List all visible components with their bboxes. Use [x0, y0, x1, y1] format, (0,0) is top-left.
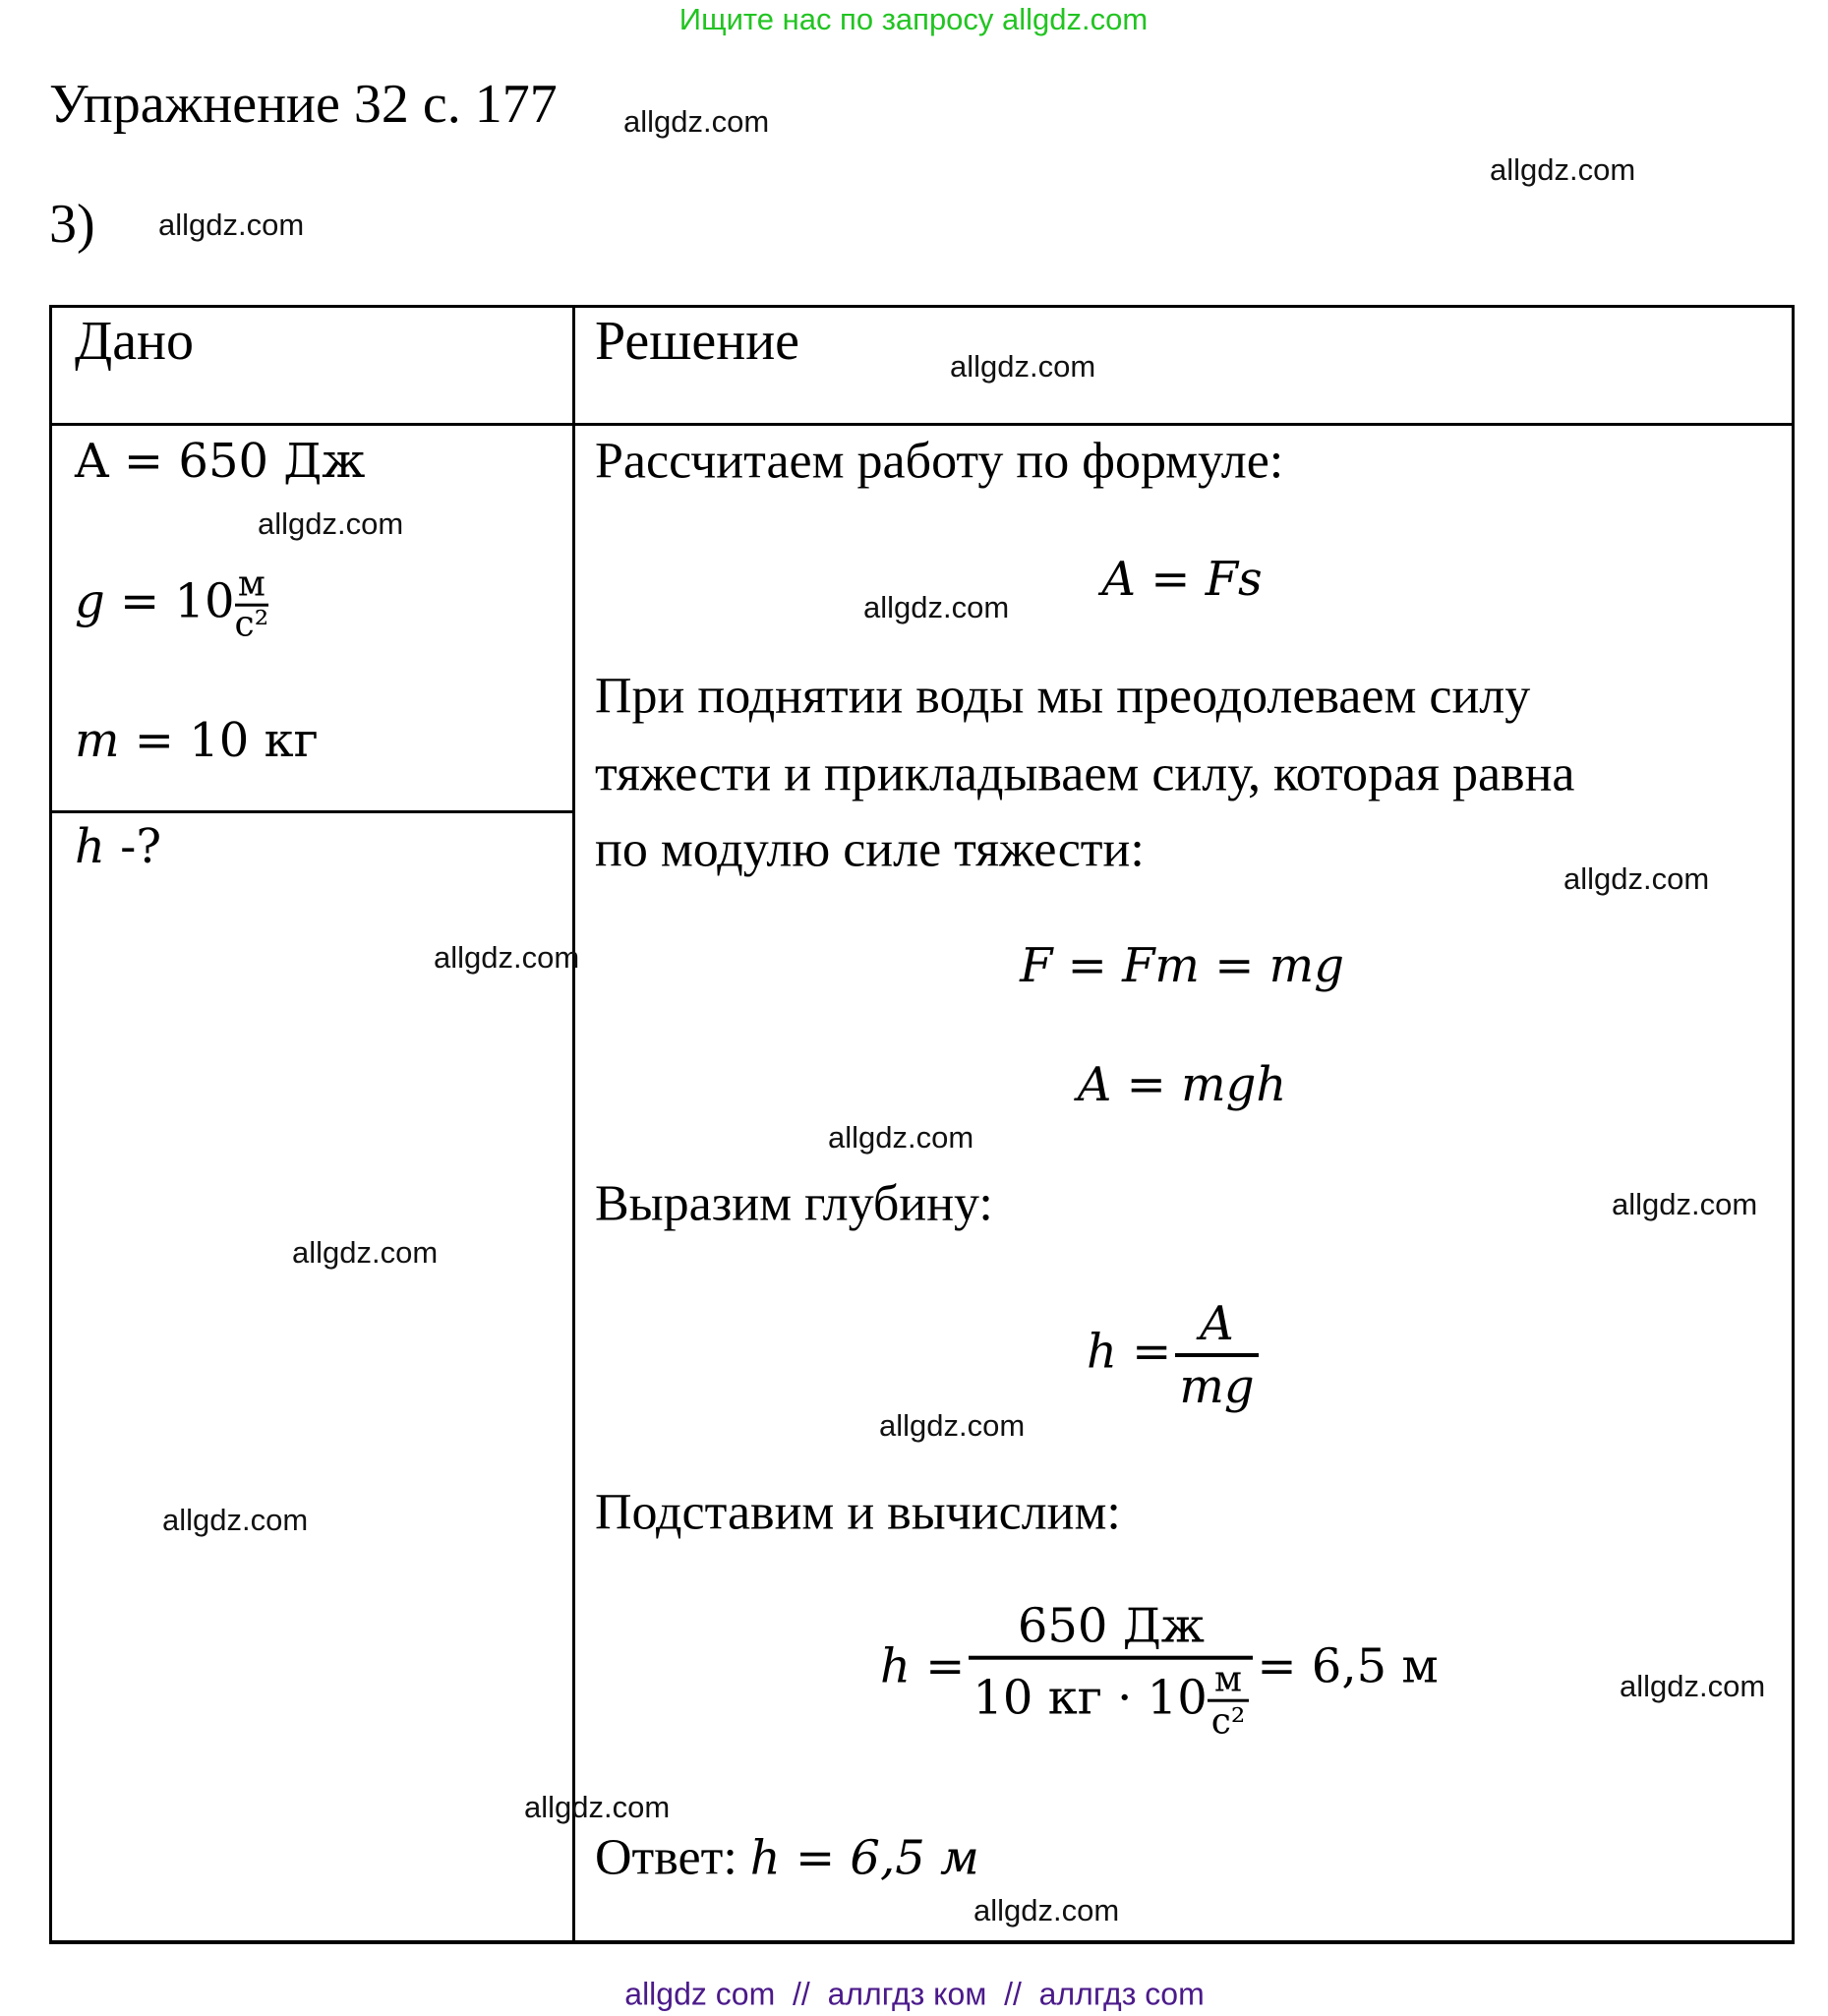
watermark: allgdz.com: [1620, 1669, 1766, 1703]
watermark: allgdz.com: [1612, 1187, 1758, 1221]
formula-h: [1087, 1296, 1263, 1414]
g-var: g: [75, 573, 105, 629]
solution-line-2: Выразим глубину:: [595, 1175, 993, 1232]
given-mass: [75, 713, 319, 768]
h-num: A: [1200, 1296, 1234, 1351]
watermark: allgdz.com: [434, 940, 580, 975]
given-work: A = 650 Дж: [75, 434, 366, 489]
watermark: allgdz.com: [292, 1235, 439, 1270]
h-var: h: [75, 819, 105, 874]
answer-label: Ответ:: [595, 1829, 737, 1886]
watermark: allgdz.com: [950, 349, 1096, 384]
calc-unit-num: м: [1214, 1659, 1243, 1700]
watermark: allgdz.com: [863, 590, 1010, 624]
calc-den: 10 кг · 10: [973, 1670, 1208, 1726]
watermark: allgdz.com: [1563, 861, 1710, 896]
solution-line-1: Рассчитаем работу по формуле:: [595, 433, 1284, 490]
watermark: allgdz.com: [623, 104, 770, 139]
watermark: allgdz.com: [879, 1408, 1026, 1443]
formula-force: F = Fт = mg: [1020, 938, 1344, 993]
formula-work-mgh: A = mgh: [1077, 1057, 1287, 1112]
paragraph-line: тяжести и прикладываем силу, которая равна: [595, 745, 1575, 802]
find-h: [75, 819, 161, 874]
table-header-divider: [49, 423, 1795, 426]
table-border-left: [49, 305, 52, 1944]
watermark: allgdz.com: [1490, 152, 1636, 187]
m-var: m: [75, 713, 120, 768]
paragraph-line: по модулю силе тяжести:: [595, 821, 1145, 878]
g-unit-num: м: [237, 563, 265, 605]
watermark: allgdz.com: [973, 1893, 1120, 1927]
table-border-top: [49, 305, 1795, 308]
answer-value: h = 6,5 м: [749, 1830, 979, 1886]
g-value: = 10: [104, 573, 235, 629]
page-title: Упражнение 32 с. 177: [49, 74, 558, 135]
item-number: 3): [49, 194, 95, 255]
answer: [595, 1829, 979, 1887]
solution-header: Решение: [595, 311, 800, 372]
g-unit-den: с²: [234, 604, 269, 645]
table-border-bottom: [49, 1940, 1795, 1944]
watermark: allgdz.com: [158, 208, 305, 242]
calc-num: 650 Дж: [1017, 1598, 1205, 1654]
m-value: = 10 кг: [119, 713, 319, 768]
watermark: allgdz.com: [524, 1790, 671, 1824]
calc-unit-den: с²: [1208, 1699, 1250, 1742]
watermark: allgdz.com: [162, 1503, 309, 1537]
table-column-divider: [572, 305, 575, 1944]
calc-lhs: h =: [880, 1638, 966, 1694]
solution-line-3: Подставим и вычислим:: [595, 1484, 1121, 1541]
formula-work: A = Fs: [1101, 552, 1263, 607]
find-mark: -?: [104, 819, 162, 874]
given-g: [75, 563, 269, 645]
given-find-divider: [49, 810, 574, 813]
table-border-right: [1792, 305, 1795, 1944]
search-banner: Ищите нас по запросу allgdz.com: [678, 2, 1149, 36]
watermark: allgdz.com: [258, 506, 404, 541]
formula-calc: [880, 1599, 1439, 1742]
watermark: allgdz.com: [828, 1120, 974, 1155]
paragraph-line: При поднятии воды мы преодолеваем силу: [595, 668, 1531, 725]
calc-result: = 6,5 м: [1257, 1638, 1439, 1694]
given-header: Дано: [75, 311, 195, 372]
h-lhs: h =: [1087, 1324, 1172, 1380]
footer-banner: allgdz com // аллгдз ком // аллгдз com: [624, 1976, 1205, 2012]
h-den: mg: [1175, 1353, 1258, 1414]
